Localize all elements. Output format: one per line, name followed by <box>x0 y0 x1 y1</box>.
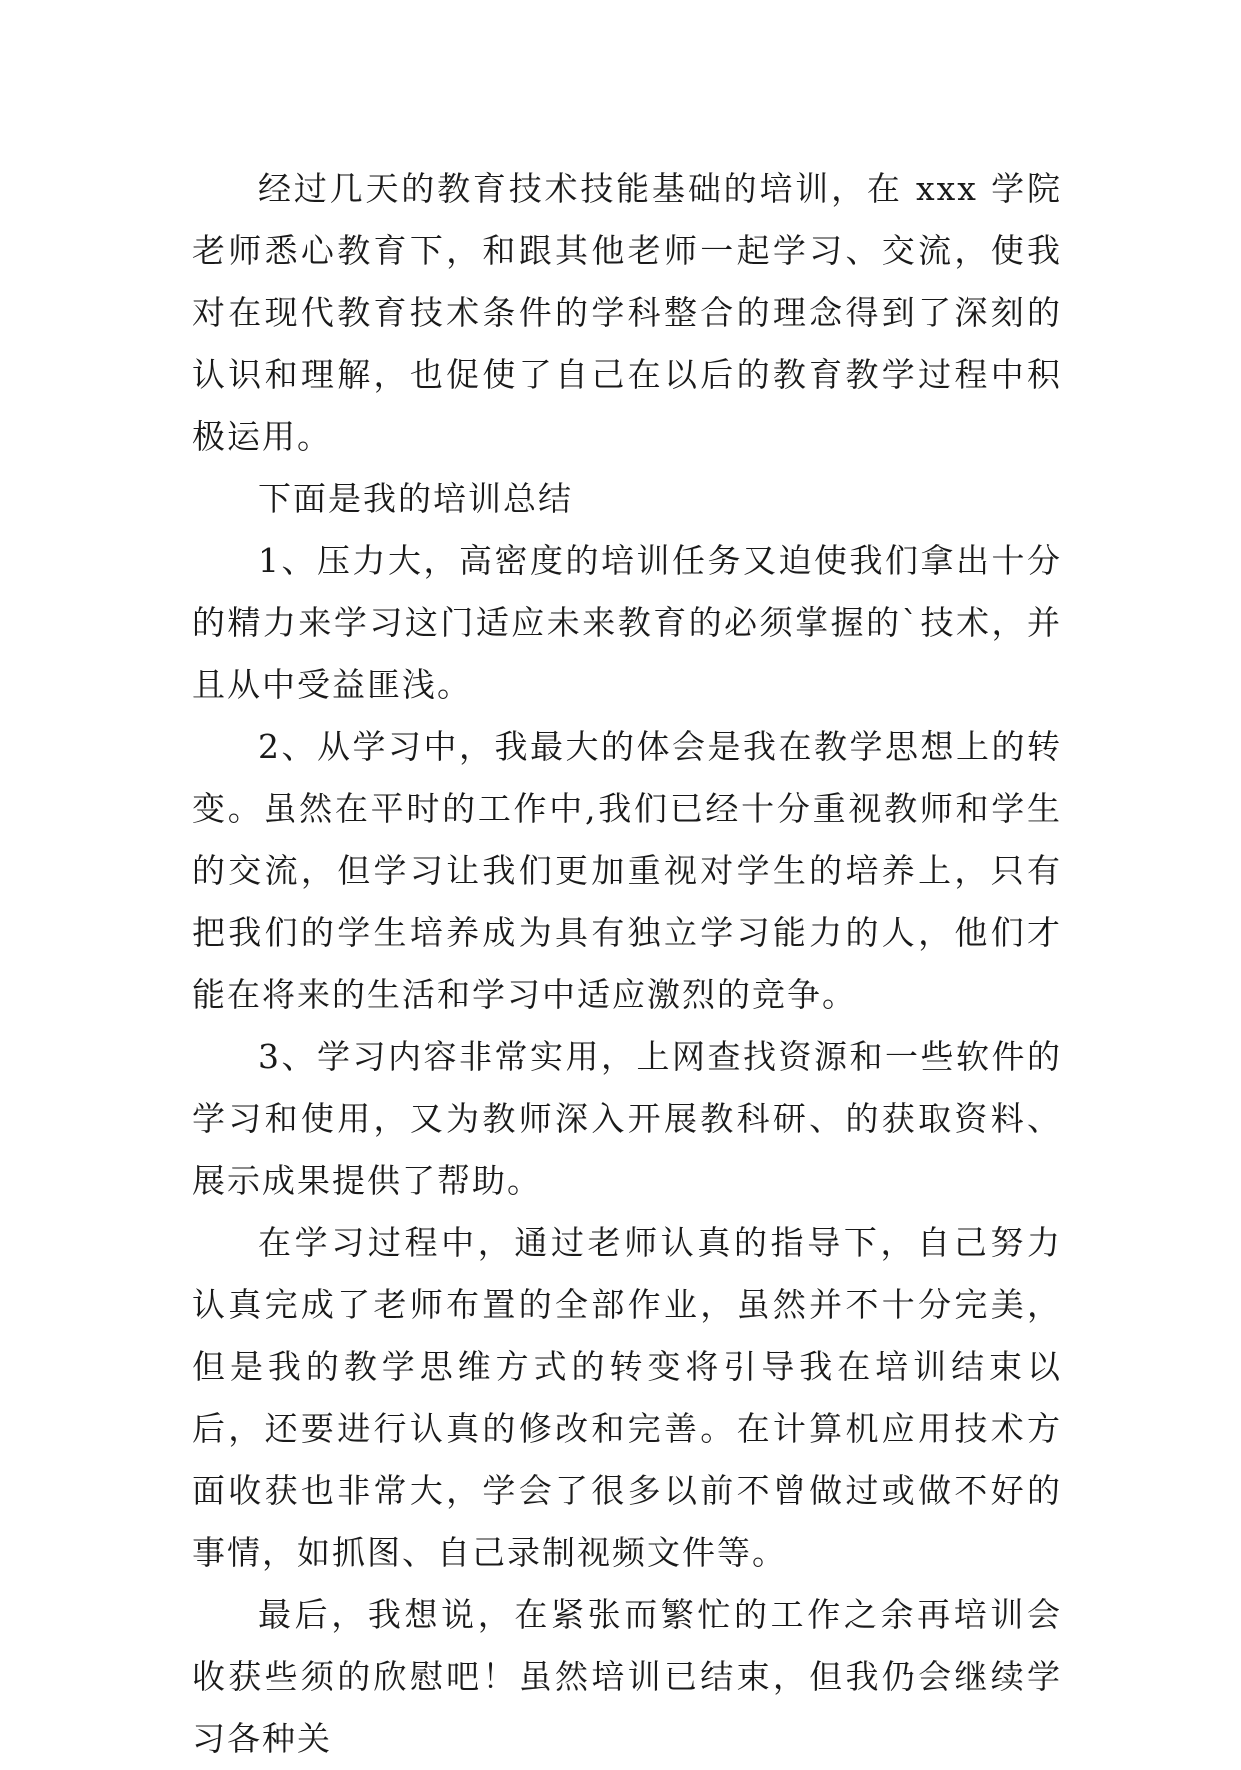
paragraph-learning-process: 在学习过程中，通过老师认真的指导下，自己努力认真完成了老师布置的全部作业，虽然并不十分完美，但是我的教学思维方式的转变将引导我在培训结束以后，还要进行认真的修改和完善。在计算机应用技术方面收获也非常大，学会了很多以前不曾做过或做不好的事情，如抓图、自己录制视频文件等。 <box>192 1223 1062 1572</box>
paragraph-point-2: 2、从学习中，我最大的体会是我在教学思想上的转变。虽然在平时的工作中,我们已经十分重视教师和学生的交流，但学习让我们更加重视对学生的培养上，只有把我们的学生培养成为具有独立学习能力的人，他们才能在将来的生活和学习中适应激烈的竞争。 <box>192 727 1062 1014</box>
paragraph-point-3: 3、学习内容非常实用，上网查找资源和一些软件的学习和使用，又为教师深入开展教科研、的获取资料、展示成果提供了帮助。 <box>192 1037 1062 1200</box>
paragraph-intro: 经过几天的教育技术技能基础的培训，在 xxx 学院老师悉心教育下，和跟其他老师一起学习、交流，使我对在现代教育技术条件的学科整合的理念得到了深刻的认识和理解，也促使了自己在以后的教育教学过程中积极运用。 <box>192 169 1062 456</box>
paragraph-summary-heading: 下面是我的培训总结 <box>258 479 573 518</box>
paragraph-point-1: 1、压力大，高密度的培训任务又迫使我们拿出十分的精力来学习这门适应未来教育的必须掌握的`技术，并且从中受益匪浅。 <box>192 541 1062 704</box>
paragraph-conclusion: 最后，我想说，在紧张而繁忙的工作之余再培训会收获些须的欣慰吧！虽然培训已结束，但我仍会继续学习各种关 <box>192 1595 1062 1758</box>
document-body <box>192 158 1062 1770</box>
